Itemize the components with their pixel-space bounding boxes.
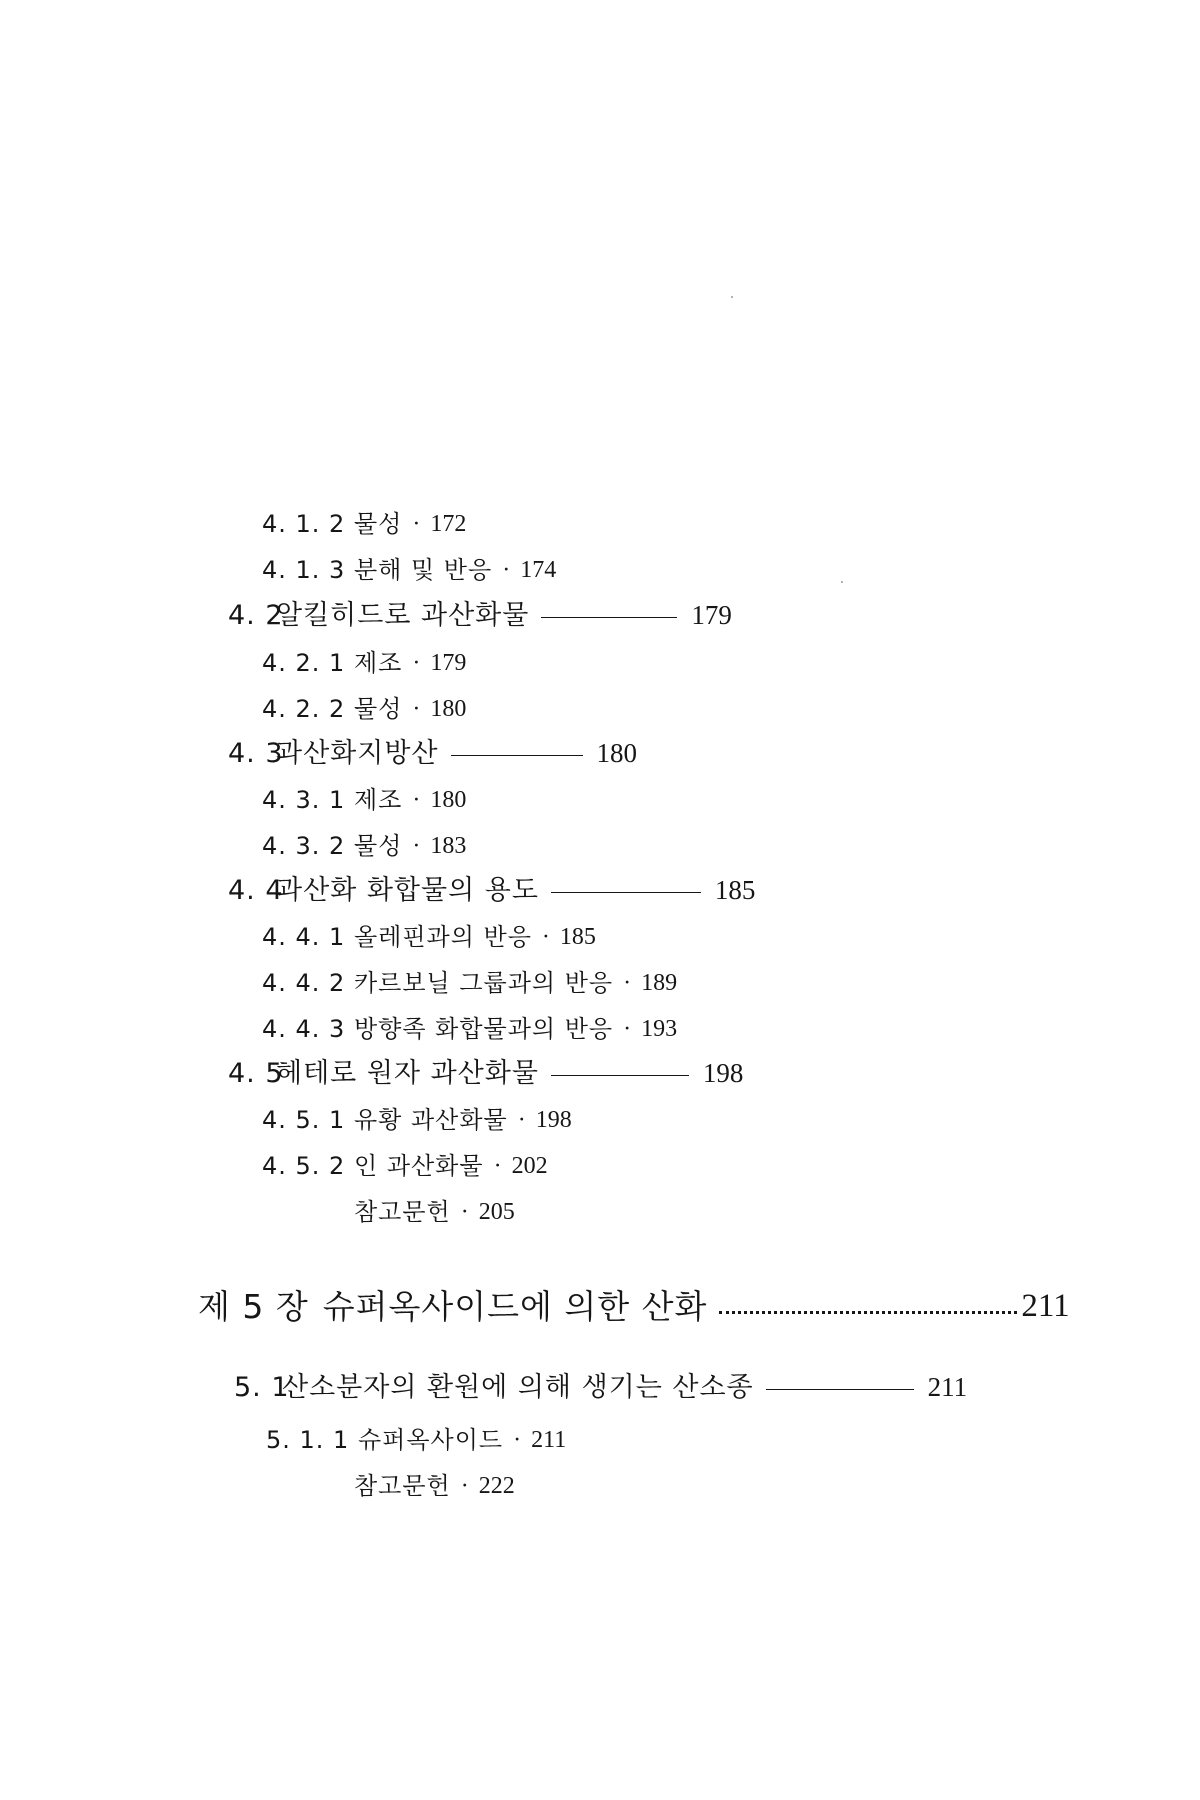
dotted-leader	[719, 1311, 1017, 1314]
entry-page-number: 198	[535, 1107, 572, 1133]
references-title: 참고문헌	[354, 1472, 451, 1500]
entry-title: 물성	[354, 510, 403, 538]
bullet-separator: ·	[541, 924, 550, 950]
leader-line	[541, 617, 677, 618]
toc-section-entry	[228, 1060, 743, 1087]
toc-references-entry	[354, 1474, 515, 1498]
entry-title: 물성	[354, 832, 403, 860]
toc-entry	[262, 697, 466, 721]
entry-title: 슈퍼옥사이드	[358, 1426, 504, 1454]
toc-entry	[262, 834, 466, 858]
toc-section-entry	[234, 1374, 967, 1401]
entry-page-number: 180	[430, 787, 467, 813]
bullet-separator: ·	[513, 1427, 522, 1453]
section-title: 헤테로 원자 과산화물	[276, 1058, 539, 1089]
bullet-separator: ·	[412, 650, 421, 676]
entry-number: 4. 4. 1	[262, 923, 346, 951]
toc-entry	[262, 971, 677, 995]
bullet-separator: ·	[460, 1473, 469, 1499]
entry-page-number: 202	[511, 1153, 548, 1179]
toc-entry	[262, 925, 596, 949]
section-title: 알킬히드로 과산화물	[276, 600, 530, 631]
bullet-separator: ·	[412, 511, 421, 537]
entry-number: 4. 3. 1	[262, 786, 346, 814]
entry-title: 제조	[354, 786, 403, 814]
entry-title: 유황 과산화물	[354, 1106, 508, 1134]
entry-number: 5. 1. 1	[266, 1426, 350, 1454]
entry-page-number: 174	[520, 557, 557, 583]
section-title: 과산화지방산	[276, 738, 439, 769]
bullet-separator: ·	[412, 833, 421, 859]
bullet-separator: ·	[460, 1199, 469, 1225]
entry-title: 분해 및 반응	[354, 556, 493, 584]
leader-line	[551, 1075, 689, 1076]
entry-title: 방향족 화합물과의 반응	[354, 1015, 614, 1043]
bullet-separator: ·	[623, 970, 632, 996]
toc-references-entry	[354, 1200, 515, 1224]
entry-number: 4. 1. 3	[262, 556, 346, 584]
section-page-number: 211	[927, 1372, 968, 1402]
entry-title: 물성	[354, 695, 403, 723]
entry-page-number: 193	[641, 1016, 678, 1042]
bullet-separator: ·	[517, 1107, 526, 1133]
section-number: 4. 5	[228, 1058, 284, 1089]
toc-entry	[262, 1154, 548, 1178]
chapter-title: 슈퍼옥사이드에 의한 산화	[322, 1287, 708, 1326]
toc-entry	[262, 512, 466, 536]
bullet-separator: ·	[493, 1153, 502, 1179]
section-title: 산소분자의 환원에 의해 생기는 산소종	[282, 1372, 754, 1403]
chapter-number: 제 5 장	[198, 1287, 309, 1326]
toc-entry	[266, 1428, 566, 1452]
bullet-separator: ·	[412, 787, 421, 813]
entry-number: 4. 3. 2	[262, 832, 346, 860]
entry-page-number: 179	[430, 650, 467, 676]
toc-chapter-entry	[198, 1287, 1070, 1326]
section-number: 4. 2	[228, 600, 284, 631]
entry-title: 올레핀과의 반응	[354, 923, 532, 951]
bullet-separator: ·	[412, 696, 421, 722]
leader-line	[551, 892, 701, 893]
entry-page-number: 183	[430, 833, 467, 859]
scan-speck	[731, 296, 733, 298]
entry-title: 제조	[354, 649, 403, 677]
toc-entry	[262, 651, 466, 675]
section-title: 과산화 화합물의 용도	[276, 875, 539, 906]
entry-page-number: 172	[430, 511, 467, 537]
references-page-number: 205	[478, 1199, 515, 1225]
entry-number: 4. 5. 2	[262, 1152, 346, 1180]
toc-entry	[262, 558, 556, 582]
entry-title: 카르보닐 그룹과의 반응	[354, 969, 614, 997]
section-page-number: 179	[691, 600, 732, 630]
bullet-separator: ·	[623, 1016, 632, 1042]
references-title: 참고문헌	[354, 1198, 451, 1226]
entry-number: 4. 1. 2	[262, 510, 346, 538]
section-page-number: 180	[596, 738, 637, 768]
toc-entry	[262, 1108, 572, 1132]
section-number: 5. 1	[234, 1372, 290, 1403]
entry-number: 4. 4. 3	[262, 1015, 346, 1043]
entry-number: 4. 2. 1	[262, 649, 346, 677]
toc-section-entry	[228, 602, 732, 629]
section-page-number: 198	[702, 1058, 744, 1088]
section-number: 4. 3	[228, 738, 284, 769]
leader-line	[766, 1389, 914, 1390]
section-number: 4. 4	[228, 875, 284, 906]
entry-page-number: 211	[531, 1427, 567, 1453]
toc-section-entry	[228, 877, 755, 904]
chapter-page-number: 211	[1021, 1288, 1070, 1324]
toc-entry	[262, 788, 466, 812]
entry-number: 4. 4. 2	[262, 969, 346, 997]
entry-page-number: 189	[641, 970, 678, 996]
bullet-separator: ·	[502, 557, 511, 583]
entry-number: 4. 5. 1	[262, 1106, 346, 1134]
entry-page-number: 180	[430, 696, 467, 722]
entry-page-number: 185	[559, 924, 596, 950]
leader-line	[451, 755, 583, 756]
entry-number: 4. 2. 2	[262, 695, 346, 723]
references-page-number: 222	[478, 1473, 515, 1499]
toc-entry	[262, 1017, 677, 1041]
section-page-number: 185	[714, 875, 756, 905]
entry-title: 인 과산화물	[354, 1152, 484, 1180]
scan-speck	[841, 581, 843, 583]
toc-section-entry	[228, 740, 637, 767]
